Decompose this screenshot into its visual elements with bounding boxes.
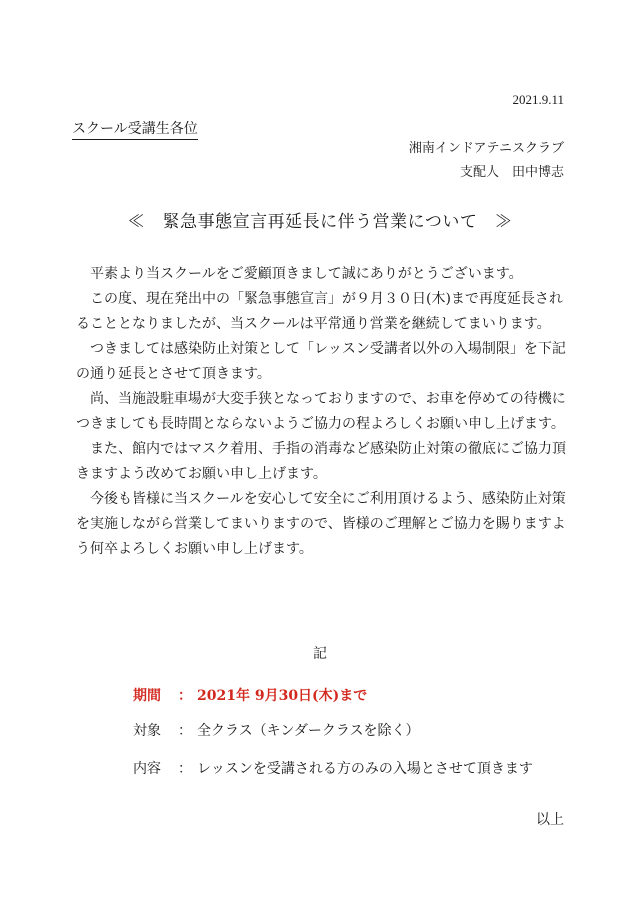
body-paragraph: 平素より当スクールをご愛顧頂きまして誠にありがとうございます。 (90, 266, 523, 282)
notice-body (76, 262, 568, 562)
recipient-line: スクール受講生各位 (72, 118, 198, 140)
period-separator: ： (178, 688, 192, 704)
body-paragraph: 尚、当施設駐車場が大変手狭となっておりますので、お車を停めての待機につきましても長時間とならないようご協力の程よろしくお願い申し上げます。 (76, 391, 566, 432)
content-separator: ： (178, 761, 192, 777)
period-label: 期間 (133, 688, 161, 704)
body-paragraph: 今後も皆様に当スクールを安心して安全にご利用頂けるよう、感染防止対策を実施しながら営業してまいりますので、皆様のご理解とご協力を賜りますよう何卒よろしくお願い申し上げます。 (76, 491, 566, 557)
body-paragraph: また、館内ではマスク着用、手指の消毒など感染防止対策の徹底にご協力頂きますよう改めてお願い申し上げます。 (76, 441, 566, 482)
target-label: 対象 (133, 723, 161, 739)
document-date: 2021.9.11 (512, 92, 564, 107)
body-paragraph: この度、現在発出中の「緊急事態宣言」が９月３０日(木)まで再度延長されることとなりましたが、当スクールは平常通り営業を継続してまいります。 (76, 291, 563, 332)
manager-signature: 支配人 田中博志 (459, 165, 564, 180)
organization-name: 湘南インドアテニスクラブ (408, 141, 564, 156)
content-value: レッスンを受講される方のみの入場とさせて頂きます (197, 761, 533, 777)
target-separator: ： (178, 723, 192, 739)
content-label: 内容 (133, 761, 161, 777)
detail-content (133, 758, 533, 778)
detail-target (133, 720, 419, 740)
detail-period (133, 685, 367, 705)
body-paragraph: つきましては感染防止対策として「レッスン受講者以外の入場制限」を下記の通り延長とさせて頂きます。 (76, 341, 566, 382)
period-value: 2021年 9月30日(木)まで (197, 688, 368, 704)
notice-title: ≪ 緊急事態宣言再延長に伴う営業について ≫ (127, 212, 513, 232)
closing-mark: 以上 (536, 812, 564, 828)
ki-heading: 記 (313, 646, 327, 662)
target-value: 全クラス（キンダークラスを除く） (197, 723, 420, 739)
